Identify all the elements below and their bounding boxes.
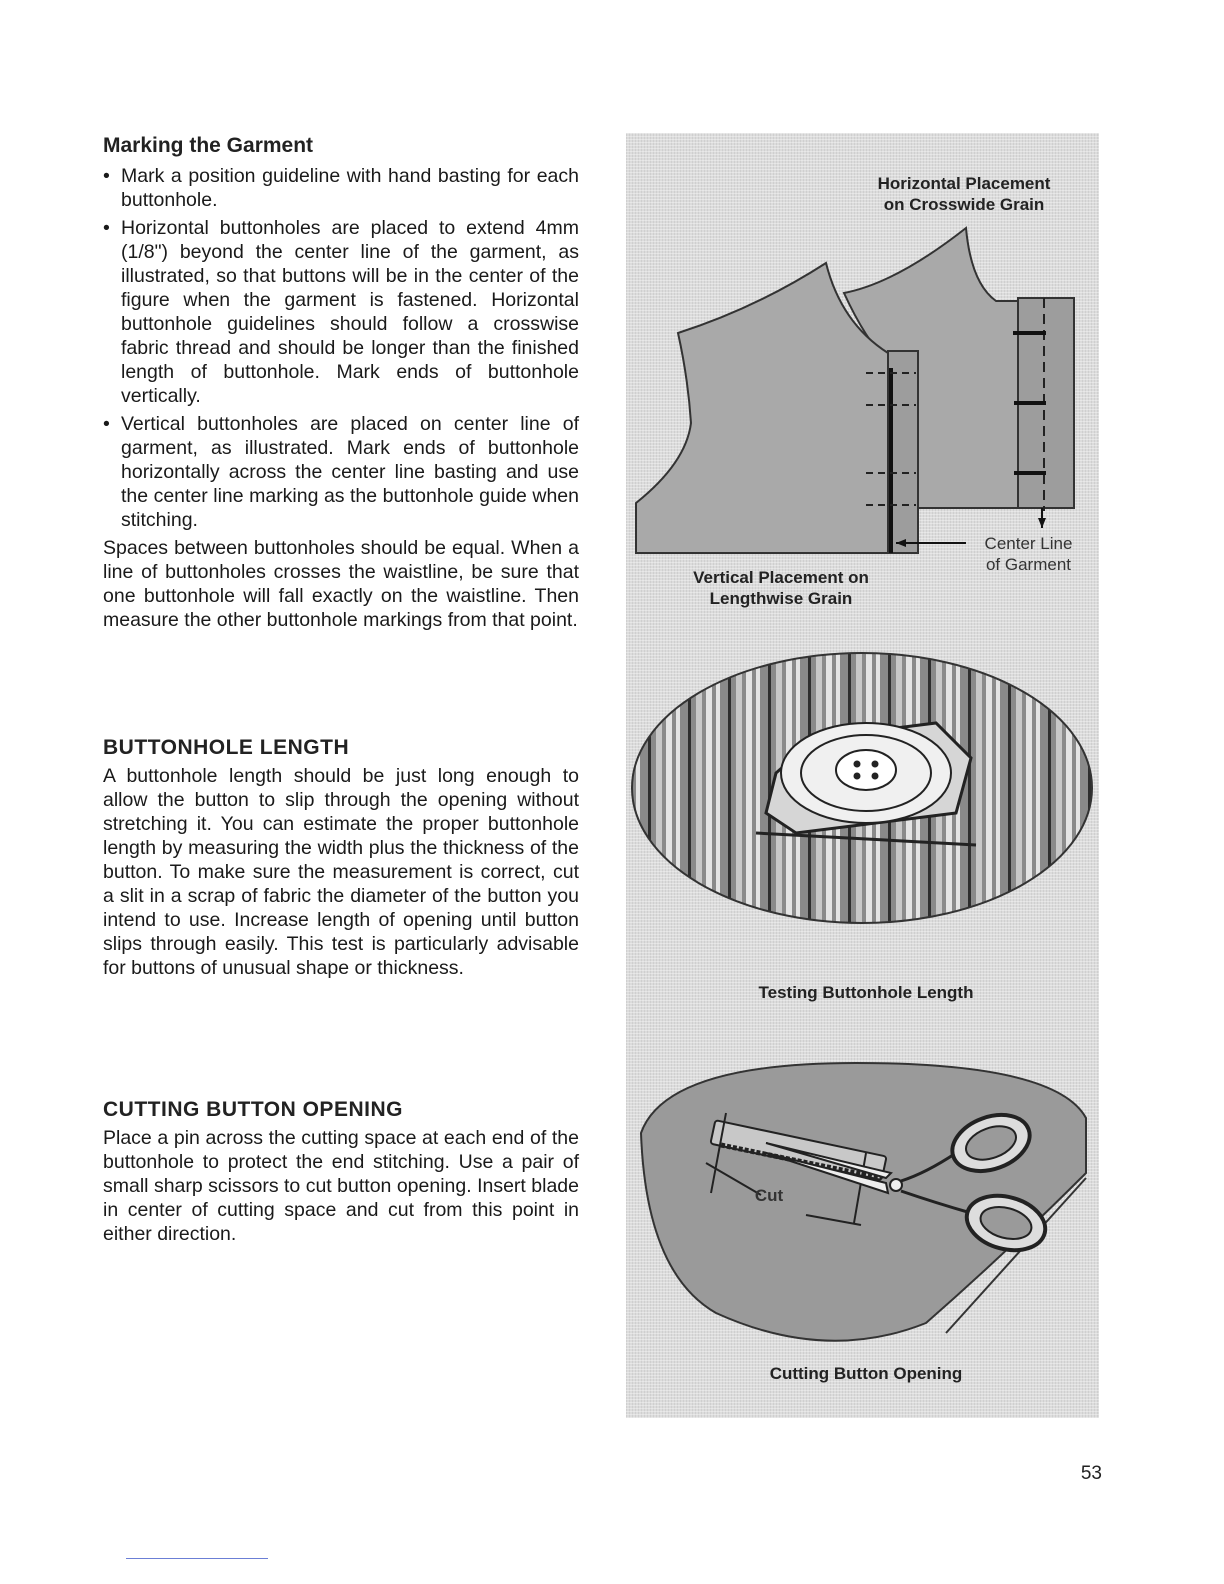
marking-bullet-list	[103, 164, 579, 532]
vertical-placement-label-line2: Lengthwise Grain	[709, 589, 853, 608]
page-number: 53	[1080, 1463, 1102, 1484]
illustration-panel	[626, 133, 1099, 1418]
marking-heading: Marking the Garment	[103, 134, 314, 157]
marking-bullet-3: • Vertical buttonholes are placed on center line of garment, as illustrated. Mark ends of buttonhole horizontally across the center line basting and use the center line marking as the buttonhole guide when stitching.	[103, 412, 579, 532]
footer-rule	[126, 1558, 268, 1559]
marking-section	[103, 134, 579, 632]
center-line-label-line1: Center Line	[984, 534, 1073, 553]
vertical-placement-label-line1: Vertical Placement on	[693, 568, 869, 587]
marking-bullet-2: • Horizontal buttonholes are placed to extend 4mm (1/8") beyond the center line of the garment, as illustrated, so that buttons will be in the center of the figure when the garment is fastened. Horizontal buttonhole guidelines should follow a crosswise fabric thread and should be longer than the finished length of buttonhole. Mark ends of buttonhole vertically.	[103, 216, 579, 408]
vertical-placement-label	[661, 567, 901, 609]
horizontal-placement-label-line2: on Crosswide Grain	[883, 195, 1045, 214]
center-line-label	[966, 533, 1091, 575]
cutting-heading: CUTTING BUTTON OPENING	[103, 1098, 403, 1121]
marking-paragraph: Spaces between buttonholes should be equal. When a line of buttonholes crosses the waistline, be sure that one buttonhole will fall exactly on the waistline. Then measure the other buttonhole markings from that point.	[103, 537, 579, 631]
marking-bullet-1: • Mark a position guideline with hand basting for each buttonhole.	[103, 164, 579, 212]
buttonhole-length-heading: BUTTONHOLE LENGTH	[103, 736, 350, 759]
horizontal-placement-label	[844, 173, 1084, 215]
buttonhole-length-paragraph: A buttonhole length should be just long enough to allow the button to slip through the opening without stretching it. You can estimate the proper buttonhole length by measuring the width plus the thickness of the button. To make sure the measurement is correct, cut a slit in a scrap of fabric the diameter of the button you intend to use. Increase length of opening until button slips through easily. This test is particularly advisable for buttons of unusual shape or thickness.	[103, 765, 579, 979]
cutting-section	[103, 1098, 579, 1246]
testing-length-caption: Testing Buttonhole Length	[758, 983, 974, 1002]
cut-label: Cut	[754, 1186, 784, 1205]
button-test-figure	[632, 653, 1092, 923]
cutting-figure	[641, 1063, 1086, 1341]
center-line-label-line2: of Garment	[985, 555, 1072, 574]
buttonhole-length-section	[103, 736, 579, 980]
horizontal-placement-label-line1: Horizontal Placement	[877, 174, 1051, 193]
cutting-opening-caption: Cutting Button Opening	[769, 1364, 963, 1383]
cutting-paragraph: Place a pin across the cutting space at each end of the buttonhole to protect the end stitching. Use a pair of small sharp scissors to cut button opening. Insert blade in center of cutting space and cut from this point in either direction.	[103, 1127, 579, 1245]
illustration-drawings	[626, 133, 1099, 1418]
